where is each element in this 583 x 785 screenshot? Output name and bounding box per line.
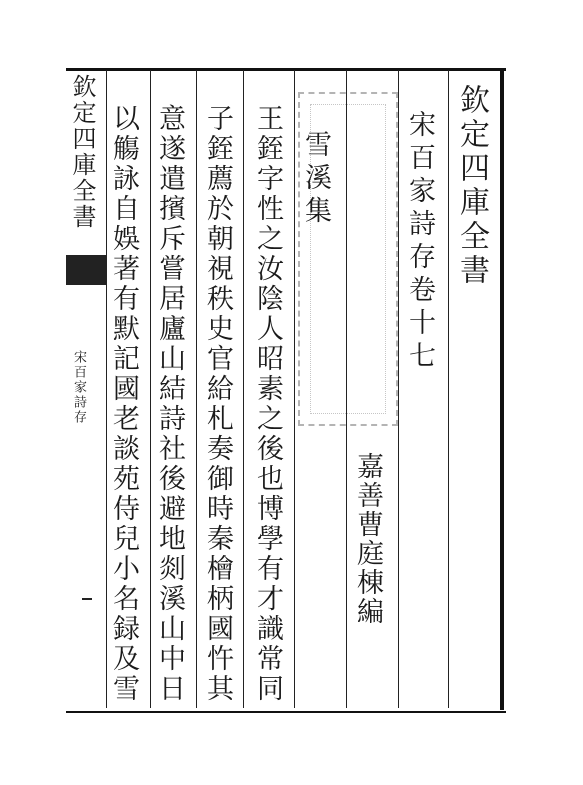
text-column-1: 王銍字性之汝陰人昭素之後也博學有才識常同 xyxy=(252,104,283,704)
spine-title: 欽定四庫全書 xyxy=(68,74,96,230)
collection-title: 雪溪集 xyxy=(300,130,331,229)
column-rule xyxy=(150,70,151,708)
compiler-credit: 嘉善曹庭棟編 xyxy=(352,452,383,626)
spine-subtitle: 宋百家詩存 xyxy=(71,350,86,425)
column-rule xyxy=(448,70,449,708)
library-title: 欽定四庫全書 xyxy=(454,84,489,288)
page-frame-right-edge xyxy=(500,68,504,710)
column-rule xyxy=(196,70,197,708)
column-rule xyxy=(398,70,399,708)
column-rule xyxy=(243,70,244,708)
column-rule xyxy=(294,70,295,708)
text-column-4: 以觴詠自娛著有默記國老談苑侍兒小名録及雪 xyxy=(108,104,139,704)
spine-divider xyxy=(66,255,106,285)
text-column-2: 子銍薦於朝視秩史官給札奏御時秦檜柄國忤其 xyxy=(202,104,233,704)
spine-mark xyxy=(82,598,92,600)
text-column-3: 意遂遣擯斥嘗居廬山結詩社後避地剡溪山中日 xyxy=(154,104,185,704)
volume-title: 宋百家詩存卷十七 xyxy=(404,110,435,374)
